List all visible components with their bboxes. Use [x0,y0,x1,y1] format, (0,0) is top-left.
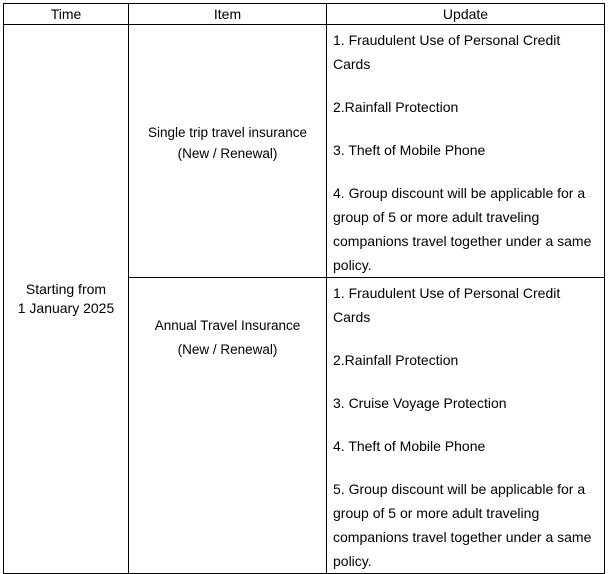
list-item: 5. Group discount will be applicable for a group of 5 or more adult traveling companions travel together under a same policy. [333,481,592,569]
list-item: 1. Fraudulent Use of Personal Credit Cards [333,285,561,325]
time-cell [4,25,129,574]
item-cell-single-trip [129,25,327,278]
update-cell-single-trip [327,25,605,278]
header-update: Update [327,4,605,25]
list-item: 3. Theft of Mobile Phone [333,142,486,158]
list-item: 4. Group discount will be applicable for a group of 5 or more adult traveling companions travel together under a same policy. [333,185,592,273]
header-row [4,4,605,25]
item-single-trip-line-1: Single trip travel insurance [147,125,308,140]
item-cell-annual [129,278,327,574]
header-time: Time [4,4,129,25]
update-cell-annual [327,278,605,574]
list-item: 2.Rainfall Protection [333,352,459,368]
travel-insurance-update-table [3,3,605,574]
item-single-trip-line-2: (New / Renewal) [177,146,278,161]
list-item: 3. Cruise Voyage Protection [333,395,507,411]
list-item: 1. Fraudulent Use of Personal Credit Cards [333,32,561,72]
table-row-single-trip [4,25,605,278]
list-item: 4. Theft of Mobile Phone [333,438,486,454]
item-annual-line-2: (New / Renewal) [177,342,278,357]
time-line-1: Starting from [25,281,107,297]
item-annual-line-1: Annual Travel Insurance [154,318,301,333]
list-item: 2.Rainfall Protection [333,99,459,115]
time-line-2: 1 January 2025 [17,300,115,316]
header-item: Item [129,4,327,25]
